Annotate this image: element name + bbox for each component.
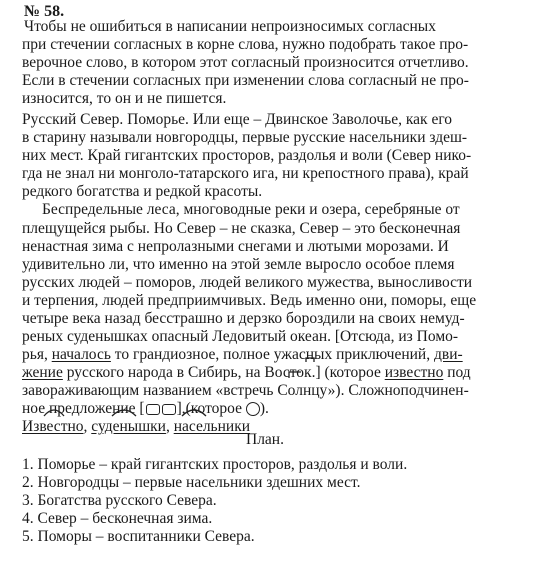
word-izvestno: известно — [384, 364, 444, 381]
plan-item-2: 2. Новгородцы – первые насельники здешних мест. — [22, 474, 361, 491]
prefix-mark — [289, 372, 301, 378]
p2-line-7: четыре века назад бесстрашно и дерзко бороздили на своих немуд- — [22, 310, 465, 327]
p1-line-2: в старину называли новгородцы, первые русские насельники здеш- — [22, 129, 468, 146]
plan-item-3: 3. Богатства русского Севера. — [22, 492, 217, 509]
word-nachalos: началось — [51, 346, 111, 363]
word-pomorya: рья, — [22, 346, 48, 363]
rule-line-1: Чтобы не ошибиться в написании непроизносимых согласных — [24, 18, 436, 35]
parse-word-2: суденышки — [91, 418, 166, 435]
p1-line-1: Русский Север. Поморье. Или еще – Двинское Заволочье, как его — [22, 111, 453, 128]
root-arc-1 — [44, 410, 64, 416]
p1-line-4: гда не знал ни монголо-татарского ига, ни крепостного права), край — [22, 165, 469, 182]
parse-word-1: Известно — [22, 418, 84, 435]
p2-line-2: плещущейся рыбы. Но Север – не сказка, Север – это бесконечная — [22, 220, 461, 237]
plan-title: План. — [246, 431, 284, 448]
plan-item-1: 1. Поморье – край гигантских просторов, раздолья и воли. — [22, 456, 408, 473]
line10-middle: русского народа в Сибирь, на Восток.] (которое — [66, 364, 381, 381]
p1-line-5: редкого богатства и редкой красоты. — [22, 183, 263, 200]
rule-line-4: Если в стечении согласных при изменении слова согласный не про- — [22, 72, 469, 89]
root-arc-3 — [182, 410, 206, 416]
plan-item-4: 4. Север – бесконечная зима. — [22, 510, 213, 527]
root-arc-2 — [112, 410, 136, 416]
rule-line-2: при стечении согласных в корне слова, нужно подобрать такое про- — [22, 36, 469, 53]
parse-word-3: насельники — [173, 418, 251, 435]
p2-line-4: удивительно ли, что именно на этой земле выросло особое племя — [22, 256, 455, 273]
scheme-middle: ],(которое — [176, 400, 242, 417]
parse-words: Известно, суденышки, насельники — [22, 418, 251, 435]
p2-line-1: Беспредельные леса, многоводные реки и озера, серебряные от — [42, 201, 460, 218]
line9-middle: то грандиозное, полное ужасных приключений, — [114, 346, 431, 363]
rule-line-3: верочное слово, в котором этот согласный произносится отчетливо. — [22, 54, 469, 71]
suffix-mark — [306, 358, 314, 362]
plan-item-5: 5. Поморы – воспитанники Севера. — [22, 528, 255, 545]
word-pod: под — [447, 364, 471, 381]
word-dvi: дви- — [433, 346, 463, 363]
p2-line-8: реных суденышках опасный Ледовитый океан. [Отсюда, из Помо- — [22, 328, 459, 345]
p2-line-6: и терпения, людей предприимчивых. Ведь именно они, поморы, еще — [22, 292, 477, 309]
p2-line-3: ненастная зима с непролазными снегами и лютыми морозами. И — [22, 238, 449, 255]
scheme-suffix: ). — [259, 400, 269, 417]
word-dvizhenie: жение — [22, 364, 63, 381]
scheme-prefix: ное предложение [ — [22, 400, 145, 417]
p2-line-11: завораживающим названием «встречь Солнцу»). Сложноподчинен- — [22, 382, 469, 399]
p1-line-3: них мест. Край гигантских просторов, раздолья и воли (Север нико- — [22, 147, 472, 164]
p2-line-5: русских людей – поморов, людей великого мужества, выносливости — [22, 274, 473, 291]
rule-line-5: износится, то он и не пишется. — [22, 90, 227, 107]
exercise-number: № 58. — [24, 3, 65, 20]
